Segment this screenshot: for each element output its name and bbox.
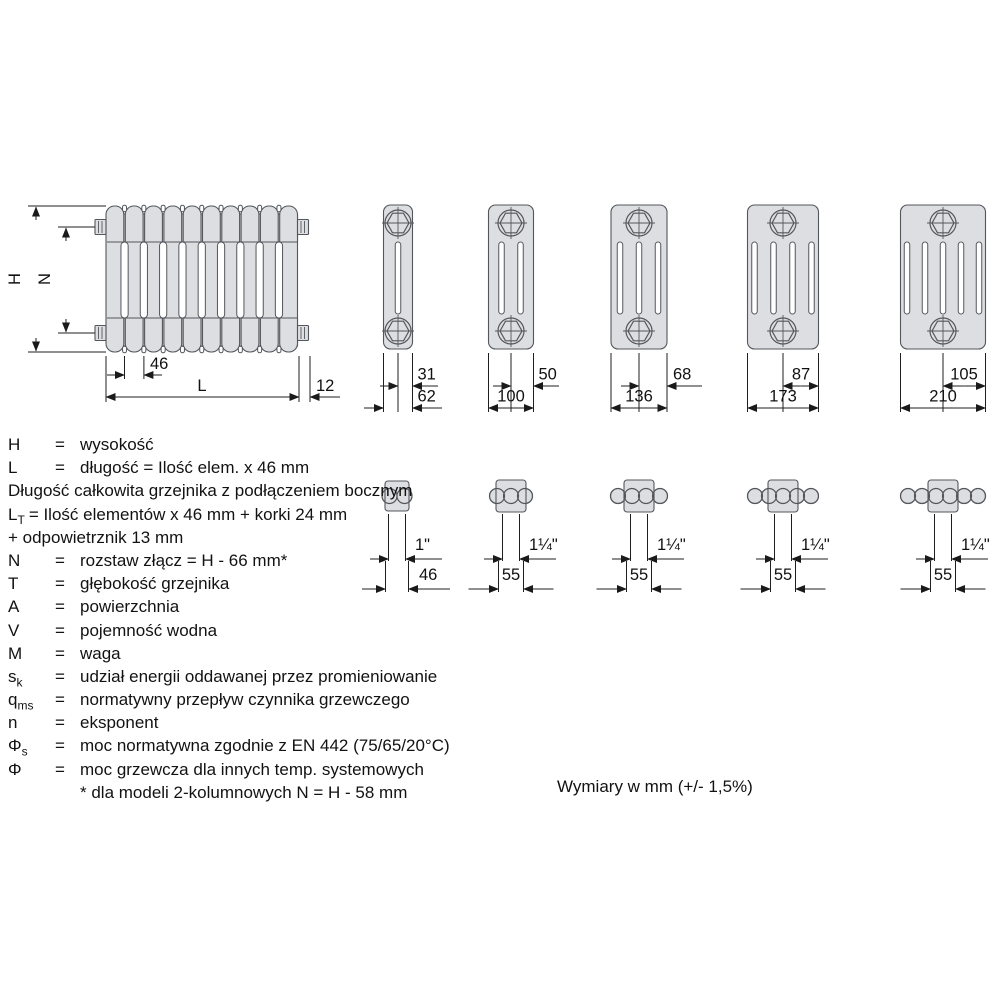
length-label: L xyxy=(197,377,207,395)
element-width-label: 55 xyxy=(773,566,793,584)
thread-size-label: 1¼" xyxy=(801,536,830,554)
end-offset-dimension xyxy=(310,356,340,402)
top-view-6-column xyxy=(901,480,990,592)
radiator-front xyxy=(95,205,309,353)
legend-row-nominal-power: $\Phi_s$ = moc normatywna zgodnie z EN 442 (75/65/20°C) xyxy=(8,736,450,759)
half-depth-label: 50 xyxy=(538,365,557,384)
top-view-4-column xyxy=(597,480,686,592)
thread-size-label: 1¼" xyxy=(529,536,558,554)
legend-row-length: L = długość = Ilość elem. x 46 mm xyxy=(8,458,310,478)
element-width-label: 55 xyxy=(501,566,521,584)
cross-section-5-column xyxy=(748,205,819,412)
legend-row-total-length-title: Długość całkowita grzejnika z podłączeniem bocznym xyxy=(8,481,413,501)
half-depth-label: 87 xyxy=(791,365,811,384)
legend-row-footnote: * dla modeli 2-kolumnowych N = H - 58 mm xyxy=(80,782,408,802)
depth-label: 210 xyxy=(929,387,957,406)
legend-row-joint-spacing: N = rozstaw złącz = H - 66 mm* xyxy=(8,550,288,570)
top-view-5-column xyxy=(741,480,830,592)
front-view-drawing xyxy=(0,190,360,420)
element-width-label: 55 xyxy=(629,566,649,584)
legend-row-depth: T = głębokość grzejnika xyxy=(8,574,230,594)
legend-row-air-vent: + odpowietrznik 13 mm xyxy=(8,527,184,547)
legend-row-area: A = powierzchnia xyxy=(8,597,180,617)
depth-label: 62 xyxy=(417,387,436,406)
legend-row-flow: $q_{ms}$ = normatywny przepływ czynnika grzewczego xyxy=(8,690,410,713)
cross-section-3-column xyxy=(489,205,560,412)
half-depth-label: 68 xyxy=(673,365,692,384)
thread-size-label: 1¼" xyxy=(657,536,686,554)
joint-spacing-label: N xyxy=(36,273,54,285)
length-dimension xyxy=(106,356,299,402)
legend-row-weight: M = waga xyxy=(8,643,121,663)
half-depth-label: 31 xyxy=(417,365,436,384)
joint-spacing-dimension xyxy=(36,227,95,333)
cross-section-6-column xyxy=(901,205,986,412)
cross-sections-drawing xyxy=(360,190,1000,420)
depth-label: 136 xyxy=(625,387,653,406)
element-pitch-label: 46 xyxy=(150,355,169,373)
depth-label: 100 xyxy=(497,387,525,406)
legend-row-radiation-share: $s_k$ = udział energii oddawanej przez promieniowanie xyxy=(8,666,438,690)
depth-label: 173 xyxy=(769,387,797,406)
legend-row-height: H = wysokość xyxy=(8,435,154,454)
legend-row-other-power: Φ = moc grzewcza dla innych temp. systemowych xyxy=(8,759,424,779)
half-depth-label: 105 xyxy=(950,365,978,384)
legend xyxy=(8,433,560,804)
legend-row-total-length-formula: $L_T$ = Ilość elementów x 46 mm + korki 24 mm xyxy=(8,504,348,527)
legend-row-water-capacity: V = pojemność wodna xyxy=(8,620,218,640)
cross-section-2-column xyxy=(364,205,442,412)
element-width-label: 55 xyxy=(933,566,953,584)
thread-size-label: 1¼" xyxy=(961,536,990,554)
end-offset-label: 12 xyxy=(316,377,335,395)
height-label: H xyxy=(6,273,24,285)
legend-row-exponent: n = eksponent xyxy=(8,713,159,733)
element-pitch-dimension xyxy=(107,355,168,379)
dimensions-note: Wymiary w mm (+/- 1,5%) xyxy=(557,777,753,796)
thread-size-label: 1" xyxy=(415,536,431,554)
height-dimension xyxy=(6,206,106,352)
cross-section-4-column xyxy=(611,205,702,412)
element-width-label: 46 xyxy=(419,566,438,584)
